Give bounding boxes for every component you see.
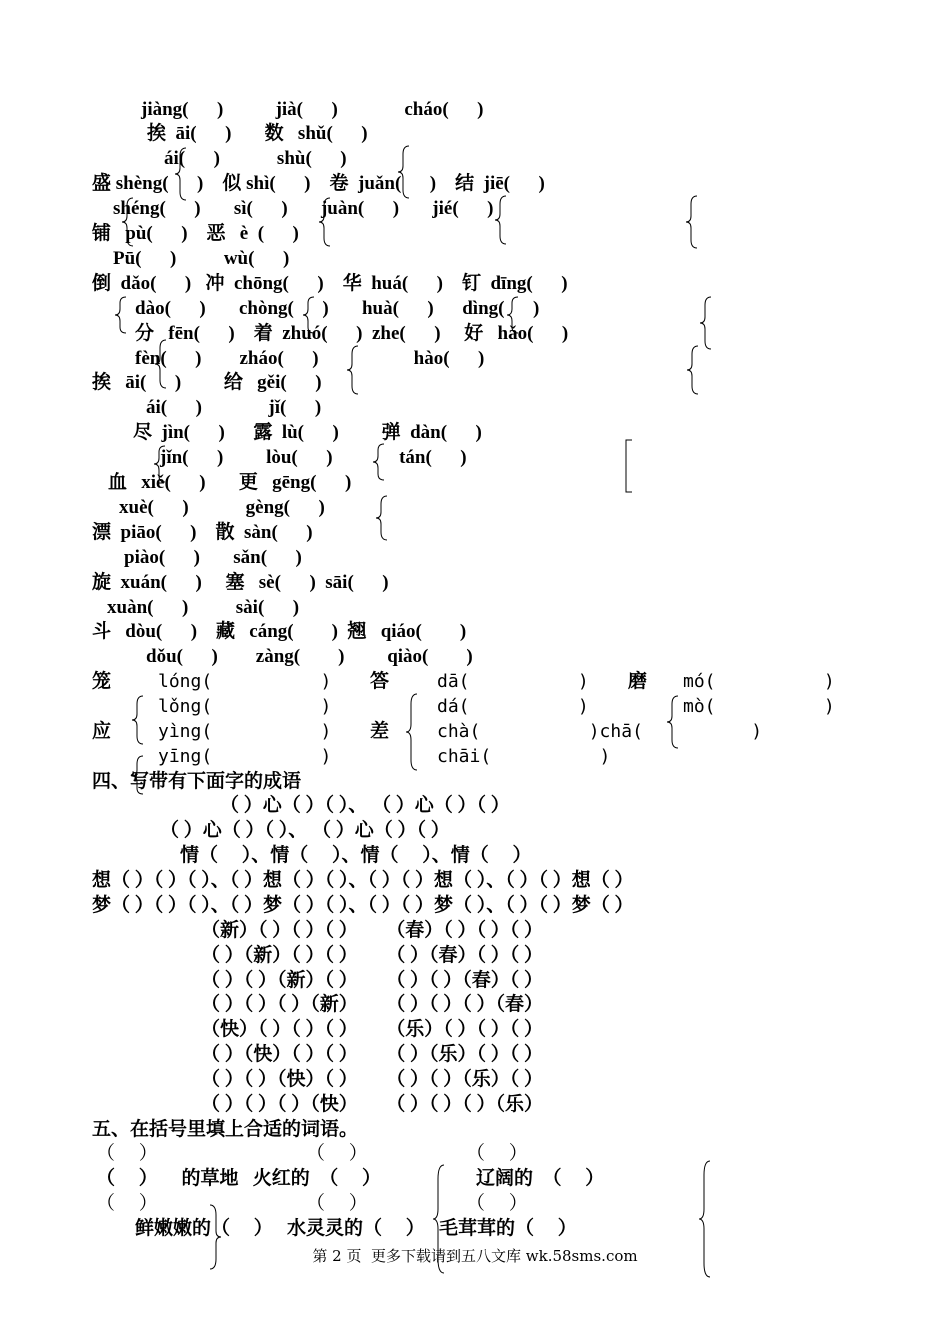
pinyin-line: 血 xiě( ) 更 gēng( ) [108,472,352,493]
pinyin-line: fèn( ) zháo( ) hào( ) [135,348,485,369]
idiom-row: 想（ ）（ ）（ ）、（ ）想（ ）（ ）、（ ）（ ）想（ ）、（ ）（ ）想（ ） [92,870,634,891]
idiom-row: （ ）心（ ）（ ）、 （ ）心（ ）（ ） [220,795,510,816]
pinyin-line: piào( ) sǎn( ) [124,547,302,568]
pinyin-line: 倒 dǎo( ) 冲 chōng( ) 华 huá( ) 钉 dīng( ) [92,273,568,294]
section-heading: 四、写带有下面字的成语 [92,771,302,792]
pinyin-line: jiàng( ) jià( ) cháo( ) [141,99,484,120]
blank: （ ） [96,1143,158,1164]
pinyin-line: 分 fēn( ) 着 zhuó( ) zhe( ) 好 hǎo( ) [135,323,569,344]
pinyin-blank: yīng( ) [158,746,332,767]
pinyin-line: 挨 āi( ) 数 shǔ( ) [147,123,368,144]
pinyin-line: ái( ) jǐ( ) [146,397,322,418]
pinyin-line: 旋 xuán( ) 塞 sè( ) sāi( ) [92,572,389,593]
phrase-row: 鲜嫩嫩的（ ） 水灵灵的（ ） 毛茸茸的（ ） [135,1218,577,1239]
idiom-grid-row: （ ）（快）（ ）（ ） （ ）（乐）（ ）（ ） [201,1044,544,1065]
idiom-row: 梦（ ）（ ）（ ）、（ ）梦（ ）（ ）、（ ）（ ）梦（ ）、（ ）（ ）梦（ ） [92,895,634,916]
pinyin-line: 斗 dòu( ) 藏 cáng( ) 翘 qiáo( ) [92,621,467,642]
pinyin-blank: chāi( ) [437,746,611,767]
pinyin-line: Pū( ) wù( ) [113,248,290,269]
pinyin-line: 尽 jìn( ) 露 lù( ) 弹 dàn( ) [133,422,482,443]
pinyin-blank: chà( )chā( ) [437,721,763,742]
pinyin-blank: lóng( ) [158,671,332,692]
section-heading: 五、在括号里填上合适的词语。 [92,1119,359,1140]
pinyin-blank: dá( ) [437,696,589,717]
pinyin-line: 漂 piāo( ) 散 sàn( ) [92,522,313,543]
pinyin-blank: mò( ) [683,696,835,717]
idiom-grid-row: （快）（ ）（ ）（ ） （乐）（ ）（ ）（ ） [201,1019,544,1040]
pinyin-blank: yìng( ) [158,721,332,742]
blank: （ ） [96,1193,158,1214]
pinyin-line: jǐn( ) lòu( ) tán( ) [160,447,467,468]
phrase-row: 辽阔的 （ ） [476,1168,605,1189]
idiom-grid-row: （ ）（ ）（快）（ ） （ ）（ ）（乐）（ ） [201,1069,544,1090]
idiom-grid-row: （ ）（ ）（新）（ ） （ ）（ ）（春）（ ） [201,970,544,991]
idiom-grid-row: （ ）（新）（ ）（ ） （ ）（春）（ ）（ ） [201,945,544,966]
pinyin-line: dào( ) chòng( ) huà( ) dìng( ) [135,298,540,319]
pinyin-line: dǒu( ) zàng( ) qiào( ) [146,646,473,667]
polyphone-char: 应 [92,721,112,742]
polyphone-char: 答 [370,671,390,692]
pinyin-blank: mó( ) [683,671,835,692]
pinyin-blank: dā( ) [437,671,589,692]
pinyin-blank: lǒng( ) [158,696,332,717]
pinyin-line: 铺 pù( ) 恶 è ( ) [92,223,299,244]
blank: （ ） [306,1143,368,1164]
idiom-grid-row: （ ）（ ）（ ）（新） （ ）（ ）（ ）（春） [201,994,544,1015]
polyphone-char: 笼 [92,671,112,692]
pinyin-line: shéng( ) sì( ) juàn( ) jié( ) [113,198,494,219]
blank: （ ） [306,1193,368,1214]
phrase-row: （ ） 的草地 火红的 （ ） [96,1168,382,1189]
blank: （ ） [466,1143,528,1164]
polyphone-char: 差 [370,721,390,742]
pinyin-line: xuè( ) gèng( ) [119,497,325,518]
idiom-row: （ ）心（ ）（ ）、 （ ）心（ ）（ ） [160,820,450,841]
polyphone-char: 磨 [628,671,648,692]
idiom-row: 情（ ）、情（ ）、情（ ）、情（ ） [180,845,532,866]
pinyin-line: 盛 shèng( ) 似 shì( ) 卷 juǎn( ) 结 jiē( ) [92,173,545,194]
pinyin-line: ái( ) shù( ) [164,148,347,169]
blank: （ ） [466,1193,528,1214]
idiom-grid-row: （新）（ ）（ ）（ ） （春）（ ）（ ）（ ） [201,920,544,941]
pinyin-line: 挨 āi( ) 给 gěi( ) [92,372,322,393]
page-footer: 第 2 页 更多下载请到五八文库 wk.58sms.com [312,1247,638,1265]
pinyin-line: xuàn( ) sài( ) [107,597,300,618]
idiom-grid-row: （ ）（ ）（ ）（快） （ ）（ ）（ ）（乐） [201,1094,544,1115]
